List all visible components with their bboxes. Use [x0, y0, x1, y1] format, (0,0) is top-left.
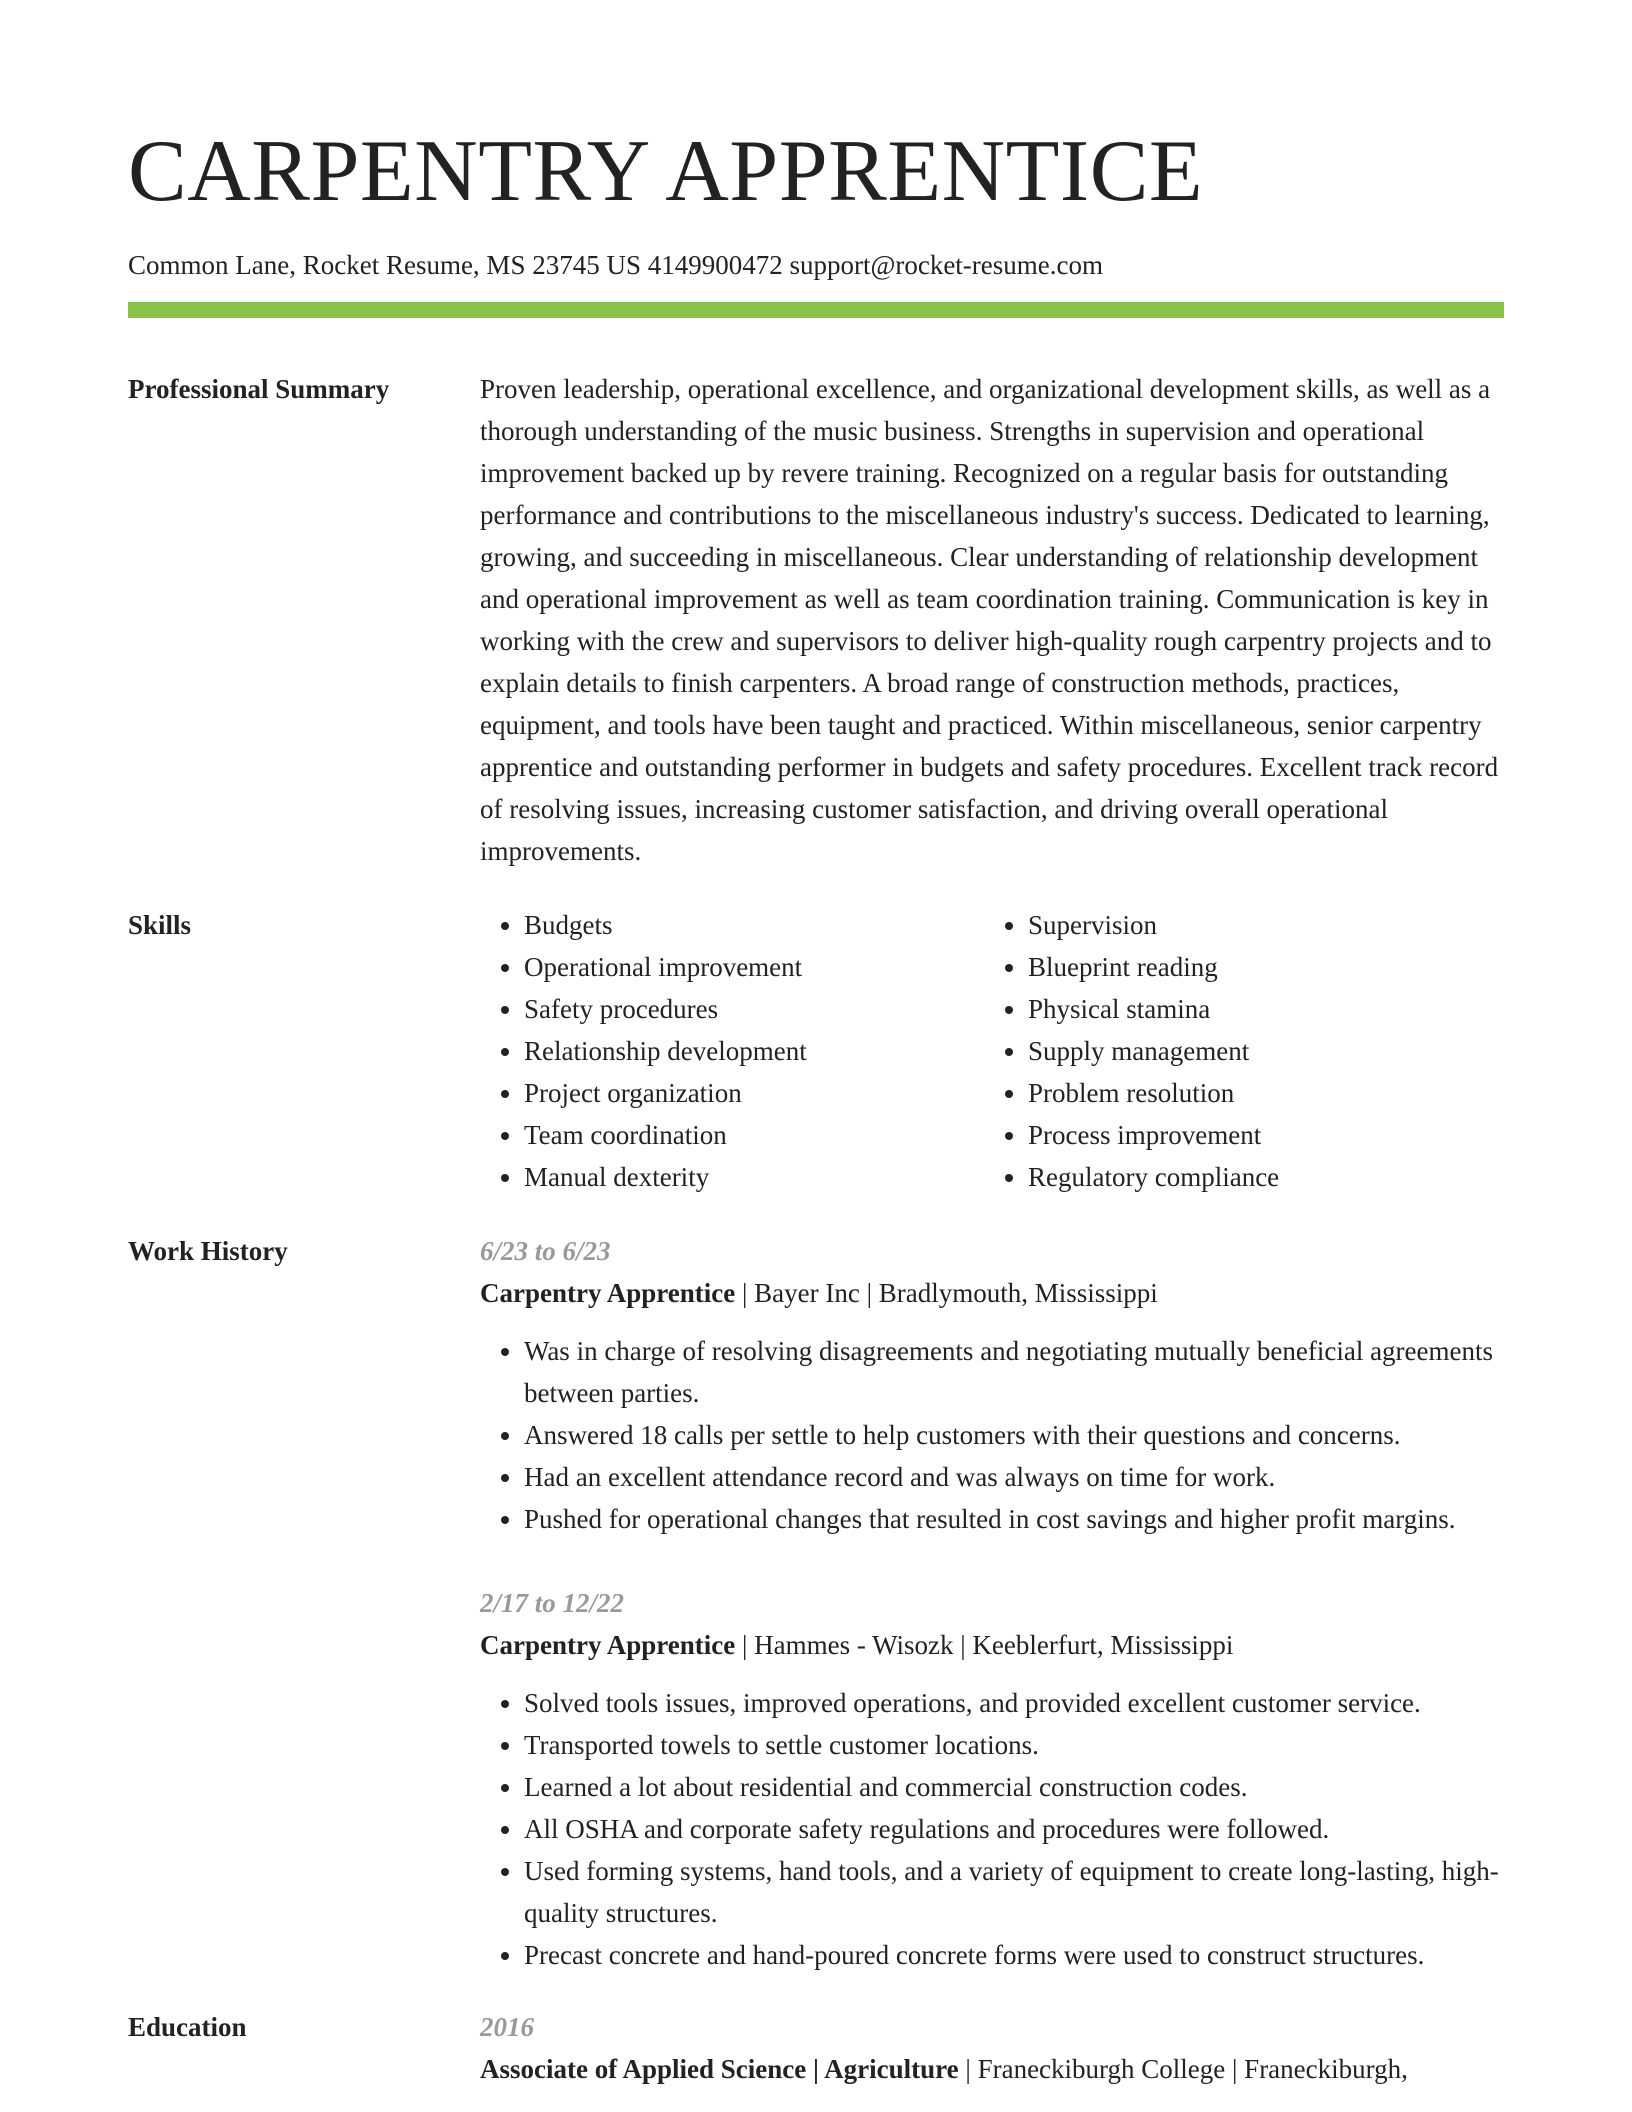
education-heading: Education [128, 2012, 247, 2042]
job-bullet: • Had an excellent attendance record and was always on time for work. [524, 1456, 1504, 1498]
job-dates: 6/23 to 6/23 [480, 1236, 611, 1266]
summary-heading: Professional Summary [128, 374, 390, 404]
job-bullet: • Solved tools issues, improved operations, and provided excellent customer service. [524, 1682, 1504, 1724]
education-degree: Associate of Applied Science | Agriculture [480, 2054, 959, 2084]
education-section [128, 2006, 1504, 2090]
contact-line: Common Lane, Rocket Resume, MS 23745 US 4149900472 support@rocket-resume.com [128, 250, 1103, 280]
work-history-heading: Work History [128, 1236, 288, 1266]
job-entry [480, 1230, 1504, 1540]
job-title-line [480, 1272, 1504, 1314]
summary-text: Proven leadership, operational excellence, and organizational development skills, as well as a thorough understanding of the music business. Strengths in supervision and operational improvement backed up by revere training. Recognized on a regular basis for outstanding performance and contributions to the miscellaneous industry's success. Dedicated to learning, growing, and succeeding in miscellaneous. Clear understanding of relationship development and operational improvement as well as team coordination training. Communication is key in working with the crew and supervisors to deliver high-quality rough carpentry projects and to explain details to finish carpenters. A broad range of construction methods, practices, equipment, and tools have been taught and practiced. Within miscellaneous, senior carpentry apprentice and outstanding performer in budgets and safety procedures. Excellent track record of resolving issues, increasing customer satisfaction, and driving overall operational improvements. [480, 374, 1499, 866]
job-title-line [480, 1624, 1504, 1666]
job-bullet: • Pushed for operational changes that resulted in cost savings and higher profit margins. [524, 1498, 1504, 1540]
header-divider [128, 302, 1504, 318]
job-role: Carpentry Apprentice [480, 1278, 736, 1308]
skill-item: • Project organization [524, 1072, 984, 1114]
skill-item: • Manual dexterity [524, 1156, 984, 1198]
work-history-section [128, 1230, 1504, 1976]
job-bullet: • Answered 18 calls per settle to help customers with their questions and concerns. [524, 1414, 1504, 1456]
candidate-name: CARPENTRY APPRENTICE [128, 123, 1204, 220]
summary-section [128, 368, 1504, 872]
job-bullet: • Used forming systems, hand tools, and a variety of equipment to create long-lasting, high-quality structures. [524, 1850, 1504, 1934]
skill-item: • Safety procedures [524, 988, 984, 1030]
skill-item: • Budgets [524, 904, 984, 946]
job-bullet: • Was in charge of resolving disagreements and negotiating mutually beneficial agreements between parties. [524, 1330, 1504, 1414]
skill-item: • Regulatory compliance [1028, 1156, 1488, 1198]
education-school: | Franeckiburgh College | Franeckiburgh, [958, 2054, 1408, 2084]
skills-column-right [984, 904, 1488, 1198]
education-line [480, 2048, 1504, 2090]
job-bullet: • Transported towels to settle customer locations. [524, 1724, 1504, 1766]
skill-item: • Blueprint reading [1028, 946, 1488, 988]
job-entry [480, 1582, 1504, 1976]
job-bullets [480, 1330, 1504, 1540]
resume-page [128, 0, 1504, 2090]
job-bullet: • Precast concrete and hand-poured concrete forms were used to construct structures. [524, 1934, 1504, 1976]
job-employer: | Bayer Inc | Bradlymouth, Mississippi [735, 1278, 1158, 1308]
job-employer: | Hammes - Wisozk | Keeblerfurt, Mississippi [735, 1630, 1234, 1660]
skill-item: • Relationship development [524, 1030, 984, 1072]
skills-heading: Skills [128, 910, 192, 940]
skills-list [480, 904, 1504, 1198]
skill-item: • Team coordination [524, 1114, 984, 1156]
work-history-list [480, 1230, 1504, 1976]
skill-item: • Process improvement [1028, 1114, 1488, 1156]
skill-item: • Physical stamina [1028, 988, 1488, 1030]
education-entry [480, 2006, 1504, 2090]
education-year: 2016 [480, 2012, 534, 2042]
job-role: Carpentry Apprentice [480, 1630, 736, 1660]
skill-item: • Supply management [1028, 1030, 1488, 1072]
job-bullet: • Learned a lot about residential and commercial construction codes. [524, 1766, 1504, 1808]
skills-column-left [480, 904, 984, 1198]
skill-item: • Problem resolution [1028, 1072, 1488, 1114]
skill-item: • Operational improvement [524, 946, 984, 988]
skill-item: • Supervision [1028, 904, 1488, 946]
job-dates: 2/17 to 12/22 [480, 1588, 625, 1618]
job-bullets [480, 1682, 1504, 1976]
skills-section [128, 904, 1504, 1198]
job-bullet: • All OSHA and corporate safety regulations and procedures were followed. [524, 1808, 1504, 1850]
